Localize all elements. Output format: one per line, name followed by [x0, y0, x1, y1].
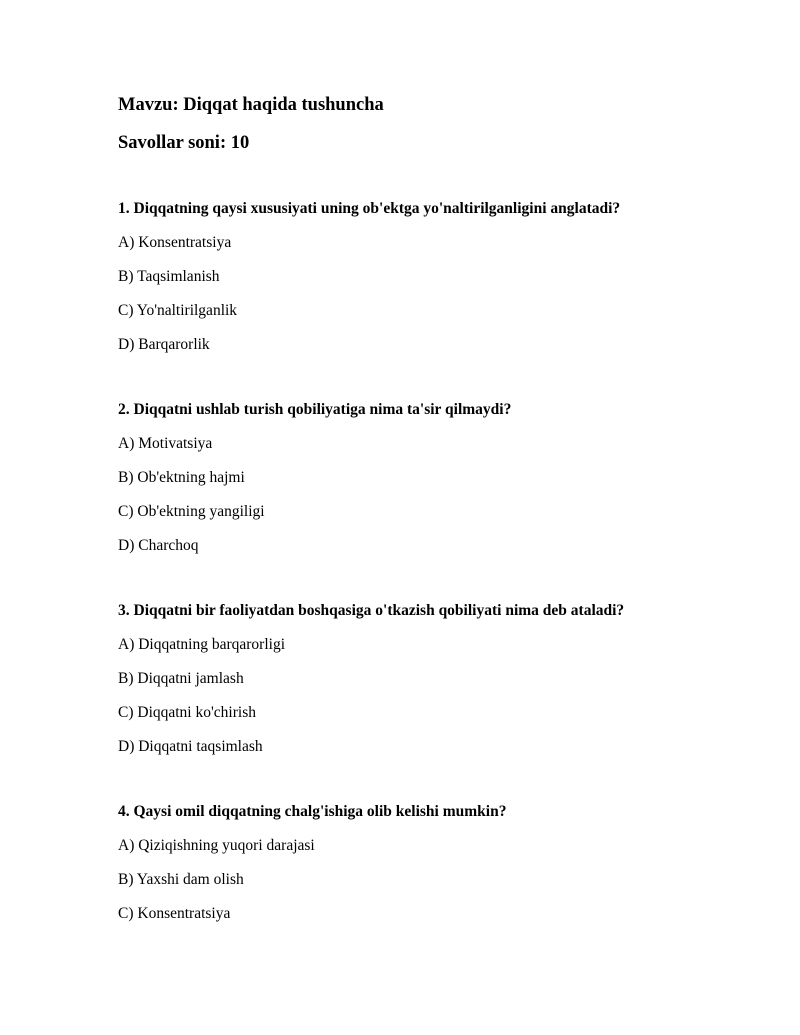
question-2 [118, 400, 758, 556]
topic-title: Mavzu: Diqqat haqida tushuncha [118, 95, 384, 115]
question-text: 1. Diqqatning qaysi xususiyati uning ob'ektga yo'naltirilganligini anglatadi? [118, 200, 621, 217]
answer-option-c: C) Yo'naltirilganlik [118, 302, 238, 319]
answer-option-b: B) Yaxshi dam olish [118, 871, 244, 888]
answer-option-b: B) Ob'ektning hajmi [118, 469, 245, 486]
answer-option-a: A) Qiziqishning yuqori darajasi [118, 837, 315, 854]
answer-option-a: A) Diqqatning barqarorligi [118, 636, 286, 653]
answer-options [118, 233, 758, 355]
answer-option-b: B) Taqsimlanish [118, 268, 220, 285]
answer-option-c: C) Konsentratsiya [118, 905, 231, 922]
question-count: Savollar soni: 10 [118, 133, 250, 153]
answer-option-d: D) Barqarorlik [118, 336, 210, 353]
answer-options [118, 635, 758, 757]
question-1 [118, 199, 758, 355]
answer-option-d: D) Diqqatni taqsimlash [118, 738, 263, 755]
question-text: 2. Diqqatni ushlab turish qobiliyatiga nima ta'sir qilmaydi? [118, 401, 512, 418]
answer-options [118, 434, 758, 556]
question-text: 4. Qaysi omil diqqatning chalg'ishiga olib kelishi mumkin? [118, 803, 507, 820]
answer-option-b: B) Diqqatni jamlash [118, 670, 244, 687]
document-content [118, 93, 758, 924]
answer-option-d: D) Charchoq [118, 537, 199, 554]
question-list [118, 199, 758, 924]
question-3 [118, 601, 758, 757]
question-4 [118, 802, 758, 924]
answer-option-c: C) Diqqatni ko'chirish [118, 704, 256, 721]
answer-option-a: A) Konsentratsiya [118, 234, 232, 251]
answer-option-a: A) Motivatsiya [118, 435, 213, 452]
answer-options [118, 836, 758, 924]
answer-option-c: C) Ob'ektning yangiligi [118, 503, 265, 520]
question-text: 3. Diqqatni bir faoliyatdan boshqasiga o'tkazish qobiliyati nima deb ataladi? [118, 602, 625, 619]
